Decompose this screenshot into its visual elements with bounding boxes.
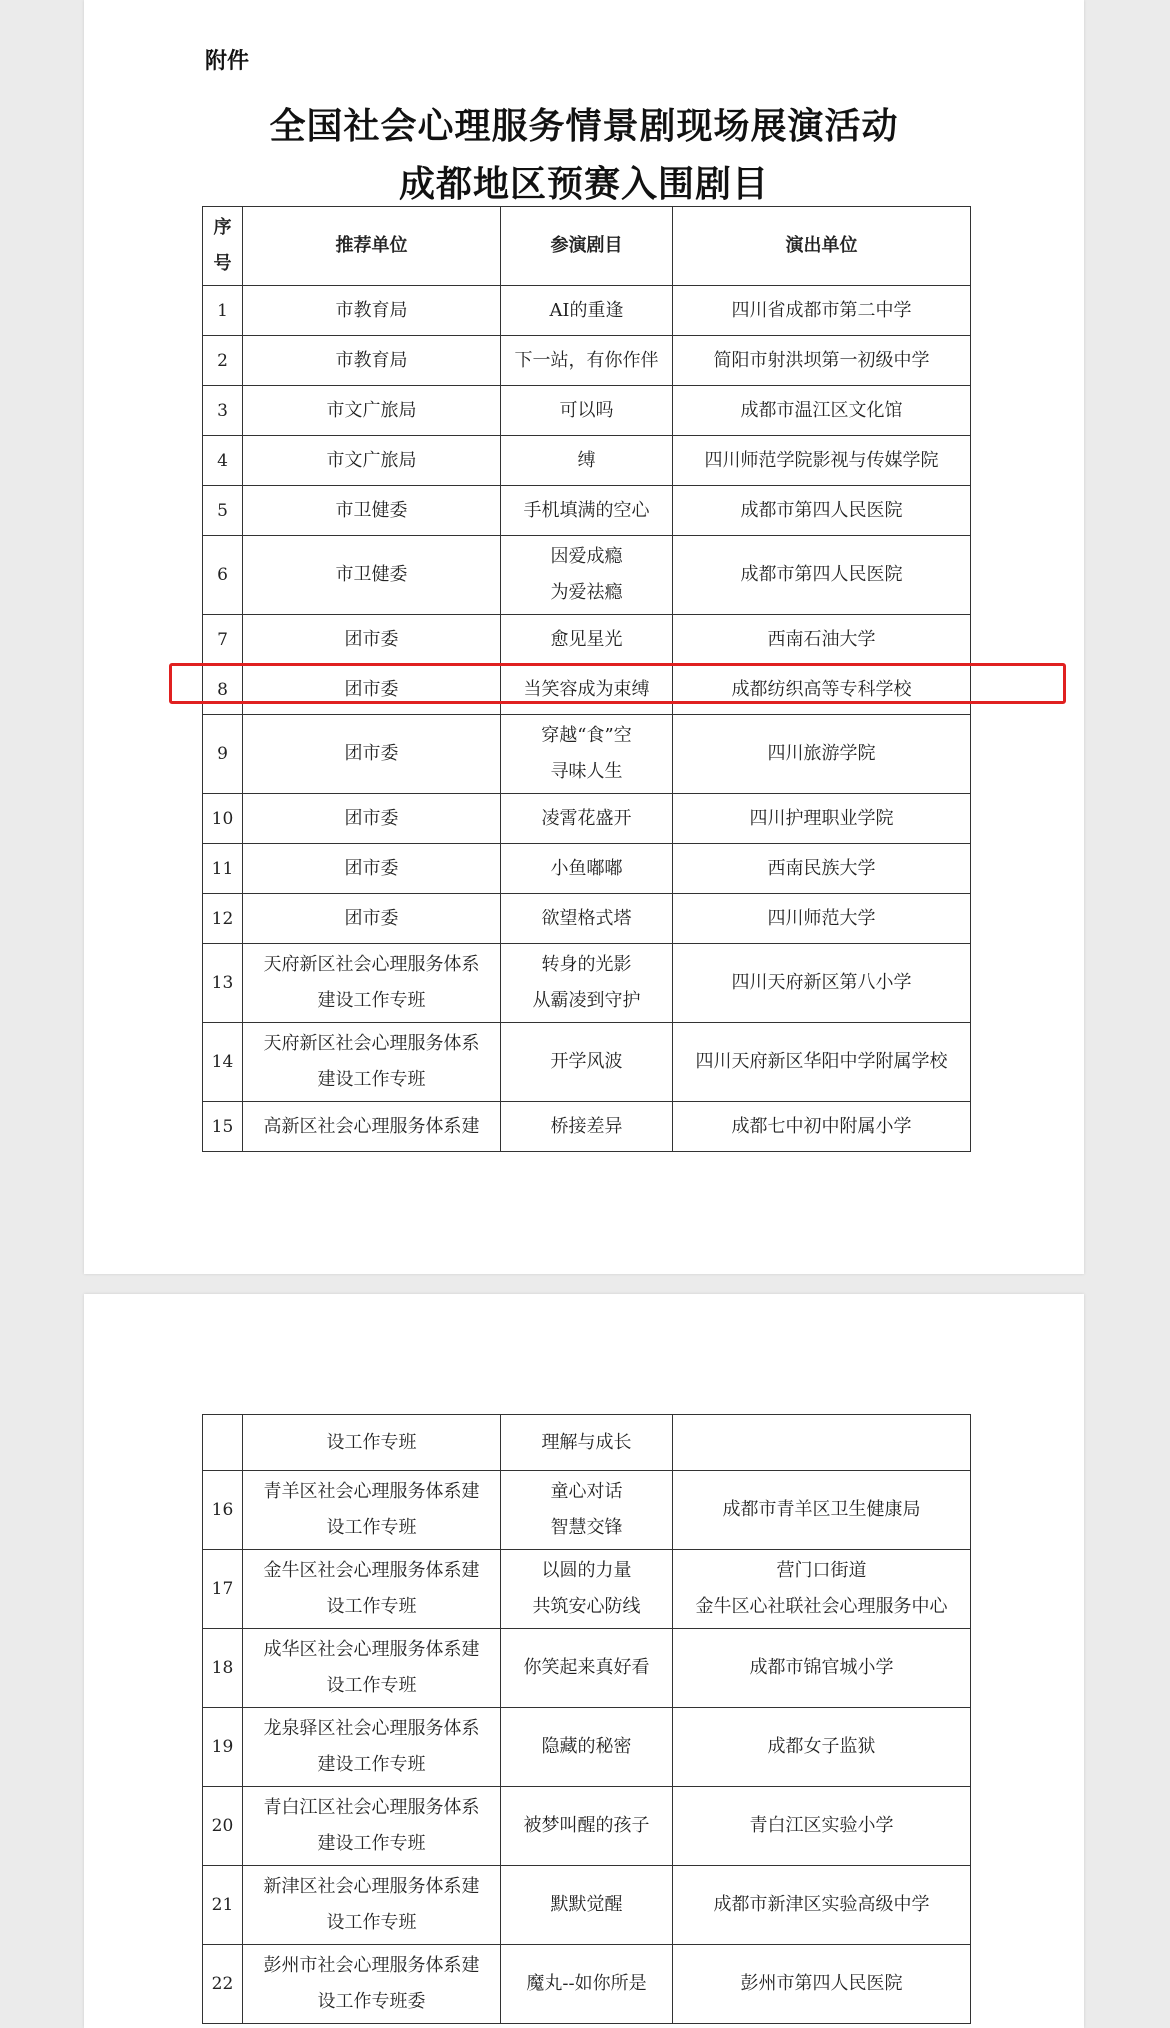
play-line: 童心对话 [550, 1481, 623, 1502]
cell-no: 21 [203, 1866, 243, 1945]
cell-play [501, 486, 673, 536]
unit-line: 龙泉驿区社会心理服务体系 [263, 1718, 480, 1739]
cell-no: 4 [203, 436, 243, 486]
cell-play [501, 336, 673, 386]
play-line: 手机填满的空心 [523, 499, 650, 521]
table-row [203, 1708, 971, 1787]
cell-play [501, 1787, 673, 1866]
cell-unit [243, 1550, 501, 1629]
cell-play [501, 1708, 673, 1787]
table-row [203, 536, 971, 615]
cell-performer [673, 1023, 971, 1102]
cell-unit [243, 1945, 501, 2024]
performer-line: 四川天府新区华阳中学附属学校 [695, 1051, 948, 1072]
cell-performer [673, 1708, 971, 1787]
cell-performer [673, 336, 971, 386]
cell-no: 11 [203, 844, 243, 894]
table-row [203, 944, 971, 1023]
table-row [203, 486, 971, 536]
play-line: 因爱成瘾 [550, 546, 623, 567]
cell-no: 2 [203, 336, 243, 386]
unit-line: 团市委 [344, 857, 399, 879]
cell-performer [673, 386, 971, 436]
performer-line: 彭州市第四人民医院 [740, 1973, 903, 1994]
header-performer: 演出单位 [673, 207, 971, 286]
table-row [203, 1550, 971, 1629]
cell-play [501, 1415, 673, 1471]
performer-line: 四川护理职业学院 [749, 807, 894, 829]
performer-line: 成都市第四人民医院 [740, 499, 903, 521]
unit-line: 建设工作专班 [317, 1754, 426, 1775]
finalist-table-continued [202, 1414, 971, 2024]
performer-line: 金牛区心社联社会心理服务中心 [695, 1596, 948, 1617]
table-row [203, 794, 971, 844]
cell-no: 1 [203, 286, 243, 336]
table-row [203, 1787, 971, 1866]
cell-unit [243, 1023, 501, 1102]
cell-unit [243, 1102, 501, 1152]
play-line: 被梦叫醒的孩子 [523, 1815, 650, 1836]
cell-no: 13 [203, 944, 243, 1023]
attachment-label: 附件 [205, 49, 250, 74]
table-body [203, 1415, 971, 2024]
play-line: 开学风波 [550, 1051, 623, 1072]
play-line: 默默觉醒 [550, 1894, 623, 1915]
table-row [203, 1415, 971, 1471]
cell-no: 12 [203, 894, 243, 944]
cell-no: 6 [203, 536, 243, 615]
performer-line: 四川天府新区第八小学 [731, 972, 912, 993]
cell-no [203, 1415, 243, 1471]
cell-performer [673, 844, 971, 894]
header-no [203, 207, 243, 286]
cell-performer [673, 894, 971, 944]
performer-line: 西南民族大学 [767, 857, 876, 879]
performer-line: 成都市第四人民医院 [740, 564, 903, 585]
table-row [203, 1023, 971, 1102]
cell-unit [243, 894, 501, 944]
table-row [203, 894, 971, 944]
cell-no: 19 [203, 1708, 243, 1787]
cell-no: 17 [203, 1550, 243, 1629]
cell-performer [673, 1102, 971, 1152]
cell-performer [673, 1471, 971, 1550]
unit-line: 天府新区社会心理服务体系 [263, 954, 480, 975]
table-row [203, 336, 971, 386]
cell-performer [673, 1866, 971, 1945]
unit-line: 建设工作专班 [317, 990, 426, 1011]
document-title: 全国社会心理服务情景剧现场展演活动 [269, 106, 899, 147]
cell-unit [243, 1866, 501, 1945]
cell-no: 18 [203, 1629, 243, 1708]
header-play: 参演剧目 [501, 207, 673, 286]
table-body [203, 286, 971, 1152]
cell-no: 7 [203, 615, 243, 665]
performer-line: 成都市新津区实验高级中学 [713, 1894, 930, 1915]
document-page-2 [84, 1294, 1084, 2028]
cell-unit [243, 286, 501, 336]
play-line: 为爱祛瘾 [550, 582, 623, 603]
cell-performer [673, 794, 971, 844]
document-subtitle: 成都地区预赛入围剧目 [398, 164, 769, 205]
play-line: 以圆的力量 [541, 1560, 632, 1581]
cell-performer [673, 486, 971, 536]
play-line: 魔丸--如你所是 [526, 1973, 647, 1994]
unit-line: 设工作专班 [326, 1517, 417, 1538]
performer-line: 成都纺织高等专科学校 [731, 678, 912, 700]
table-row [203, 1471, 971, 1550]
document-page-1 [84, 0, 1084, 1274]
unit-line: 成华区社会心理服务体系建 [263, 1639, 480, 1660]
cell-play [501, 536, 673, 615]
performer-line: 四川师范大学 [767, 907, 876, 929]
unit-line: 市卫健委 [335, 564, 408, 585]
cell-performer [673, 1945, 971, 2024]
cell-no: 9 [203, 715, 243, 794]
cell-unit [243, 715, 501, 794]
play-line: 你笑起来真好看 [523, 1657, 650, 1678]
unit-line: 市卫健委 [335, 499, 408, 521]
unit-line: 青白江区社会心理服务体系 [263, 1797, 480, 1818]
cell-play [501, 1945, 673, 2024]
cell-unit [243, 615, 501, 665]
cell-no: 8 [203, 665, 243, 715]
table-row [203, 715, 971, 794]
unit-line: 高新区社会心理服务体系建 [263, 1115, 480, 1137]
cell-play [501, 436, 673, 486]
performer-line: 成都女子监狱 [767, 1736, 876, 1757]
unit-line: 市文广旅局 [326, 449, 417, 471]
unit-line: 团市委 [344, 743, 399, 764]
cell-play [501, 386, 673, 436]
unit-line: 设工作专班 [326, 1431, 417, 1453]
unit-line: 市教育局 [335, 349, 408, 371]
table-row [203, 1102, 971, 1152]
unit-line: 金牛区社会心理服务体系建 [263, 1560, 480, 1581]
cell-performer [673, 1629, 971, 1708]
cell-no: 22 [203, 1945, 243, 2024]
cell-performer [673, 1415, 971, 1471]
unit-line: 市文广旅局 [326, 399, 417, 421]
unit-line: 青羊区社会心理服务体系建 [263, 1481, 480, 1502]
cell-play [501, 1102, 673, 1152]
unit-line: 团市委 [344, 907, 399, 929]
cell-unit [243, 1471, 501, 1550]
cell-performer [673, 436, 971, 486]
performer-line: 四川省成都市第二中学 [731, 299, 912, 321]
cell-unit [243, 486, 501, 536]
unit-line: 天府新区社会心理服务体系 [263, 1033, 480, 1054]
header-no-line: 序 [213, 217, 232, 238]
performer-line: 简阳市射洪坝第一初级中学 [713, 349, 930, 371]
cell-unit [243, 1787, 501, 1866]
play-line: 共筑安心防线 [532, 1596, 641, 1617]
cell-play [501, 1023, 673, 1102]
table-row [203, 615, 971, 665]
unit-line: 设工作专班 [326, 1912, 417, 1933]
unit-line: 团市委 [344, 678, 399, 700]
play-line: 从霸凌到守护 [532, 990, 641, 1011]
play-line: 愈见星光 [550, 628, 623, 650]
cell-performer [673, 715, 971, 794]
cell-unit [243, 944, 501, 1023]
table-row [203, 286, 971, 336]
cell-unit [243, 1415, 501, 1471]
play-line: 理解与成长 [541, 1431, 632, 1453]
unit-line: 建设工作专班 [317, 1833, 426, 1854]
play-line: 下一站，有你作伴 [514, 349, 659, 371]
play-line: 当笑容成为束缚 [523, 678, 650, 700]
cell-unit [243, 536, 501, 615]
cell-performer [673, 615, 971, 665]
cell-unit [243, 436, 501, 486]
table-row [203, 1866, 971, 1945]
cell-play [501, 844, 673, 894]
cell-unit [243, 386, 501, 436]
cell-play [501, 944, 673, 1023]
cell-no: 15 [203, 1102, 243, 1152]
play-line: 小鱼嘟嘟 [550, 857, 623, 879]
highlight-box [169, 663, 1066, 704]
cell-play [501, 1866, 673, 1945]
play-line: 智慧交锋 [550, 1517, 623, 1538]
performer-line: 四川旅游学院 [767, 743, 876, 764]
cell-no: 14 [203, 1023, 243, 1102]
cell-play [501, 1471, 673, 1550]
performer-line: 成都市青羊区卫生健康局 [722, 1499, 921, 1520]
cell-no: 16 [203, 1471, 243, 1550]
cell-unit [243, 844, 501, 894]
table-row [203, 436, 971, 486]
play-line: 凌霄花盛开 [541, 807, 632, 829]
play-line: AI的重逢 [549, 299, 624, 321]
play-line: 欲望格式塔 [541, 907, 632, 929]
play-line: 寻味人生 [550, 761, 623, 782]
cell-play [501, 286, 673, 336]
cell-unit [243, 1708, 501, 1787]
cell-play [501, 1629, 673, 1708]
play-line: 隐藏的秘密 [541, 1736, 632, 1757]
table-row [203, 386, 971, 436]
cell-play [501, 1550, 673, 1629]
cell-performer [673, 944, 971, 1023]
cell-performer [673, 1787, 971, 1866]
play-line: 桥接差异 [550, 1115, 623, 1137]
cell-unit [243, 794, 501, 844]
cell-unit [243, 1629, 501, 1708]
table-header-row [203, 207, 971, 286]
header-no-line: 号 [213, 253, 232, 274]
performer-line: 成都市温江区文化馆 [740, 399, 903, 421]
cell-no: 5 [203, 486, 243, 536]
unit-line: 设工作专班 [326, 1596, 417, 1617]
play-line: 转身的光影 [541, 954, 632, 975]
unit-line: 彭州市社会心理服务体系建 [263, 1955, 480, 1976]
unit-line: 团市委 [344, 807, 399, 829]
play-line: 穿越“食”空 [541, 725, 632, 746]
cell-no: 10 [203, 794, 243, 844]
cell-play [501, 794, 673, 844]
performer-line: 营门口街道 [776, 1560, 867, 1581]
unit-line: 设工作专班委 [317, 1991, 426, 2012]
performer-line: 四川师范学院影视与传媒学院 [704, 449, 939, 471]
cell-unit [243, 336, 501, 386]
cell-no: 20 [203, 1787, 243, 1866]
performer-line: 成都七中初中附属小学 [731, 1115, 912, 1137]
table-row [203, 1945, 971, 2024]
cell-performer [673, 536, 971, 615]
cell-no: 3 [203, 386, 243, 436]
play-line: 缚 [577, 449, 596, 471]
performer-line: 成都市锦官城小学 [749, 1657, 894, 1678]
performer-line: 西南石油大学 [767, 628, 876, 650]
header-unit: 推荐单位 [243, 207, 501, 286]
cell-performer [673, 1550, 971, 1629]
unit-line: 设工作专班 [326, 1675, 417, 1696]
cell-play [501, 894, 673, 944]
unit-line: 建设工作专班 [317, 1069, 426, 1090]
cell-play [501, 715, 673, 794]
unit-line: 市教育局 [335, 299, 408, 321]
table-row [203, 844, 971, 894]
unit-line: 团市委 [344, 628, 399, 650]
unit-line: 新津区社会心理服务体系建 [263, 1876, 480, 1897]
cell-play [501, 615, 673, 665]
cell-performer [673, 286, 971, 336]
performer-line: 青白江区实验小学 [749, 1815, 894, 1836]
table-row [203, 1629, 971, 1708]
play-line: 可以吗 [559, 399, 614, 421]
